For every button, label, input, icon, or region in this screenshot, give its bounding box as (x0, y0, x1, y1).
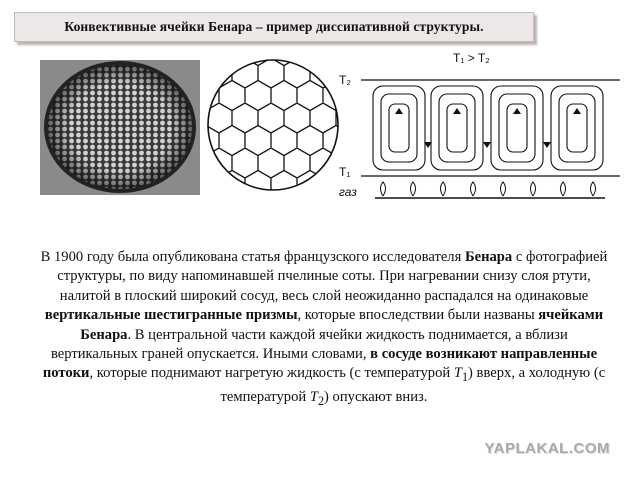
gas-label: газ (339, 185, 357, 199)
flow-arrows (395, 108, 581, 148)
bold-benard: Бенара (464, 249, 513, 265)
temperature-condition-label: T₁ > T₂ (453, 51, 490, 65)
slide-title-bar (14, 12, 534, 42)
burner-flames (381, 182, 596, 196)
description-paragraph: В 1900 году была опубликована статья французского исследователя Бенара с фотографией структуры, по виду напоминавшей пчелиные соты. При нагревании снизу слоя ртути, налитой в плоский широкий сосуд, весь слой неожиданно распадался на одинаковые вертикальные шестигранные призмы, которые впоследствии были названы ячейками Бенара. В центральной части каждой ячейки жидкость поднимается, а вблизи вертикальных граней опускается. Иными словами, в сосуде возникают направленные потоки, которые поднимают нагретую жидкость (с температурой $T_1$) вверх, а холодную (с температурой $T_2$) опускают вниз. (40, 249, 608, 408)
convection-flow-loops (373, 86, 603, 170)
convection-cross-section-diagram (335, 48, 620, 208)
slide-title: Конвективные ячейки Бенара – пример диссипативной структуры. (64, 19, 484, 34)
t2-label: T₂ (339, 73, 351, 87)
site-watermark: YAPLAKAL.COM (484, 440, 610, 457)
bold-directed-flows: в сосуде возникают направленные потоки (42, 346, 598, 382)
t1-label: T₁ (339, 165, 351, 179)
bold-benard-cells: ячейками Бенара (80, 307, 604, 343)
hexagon-cells-diagram (206, 58, 340, 192)
benard-cells-photo (40, 60, 200, 195)
bold-prisms: вертикальные шестигранные призмы (44, 307, 298, 324)
